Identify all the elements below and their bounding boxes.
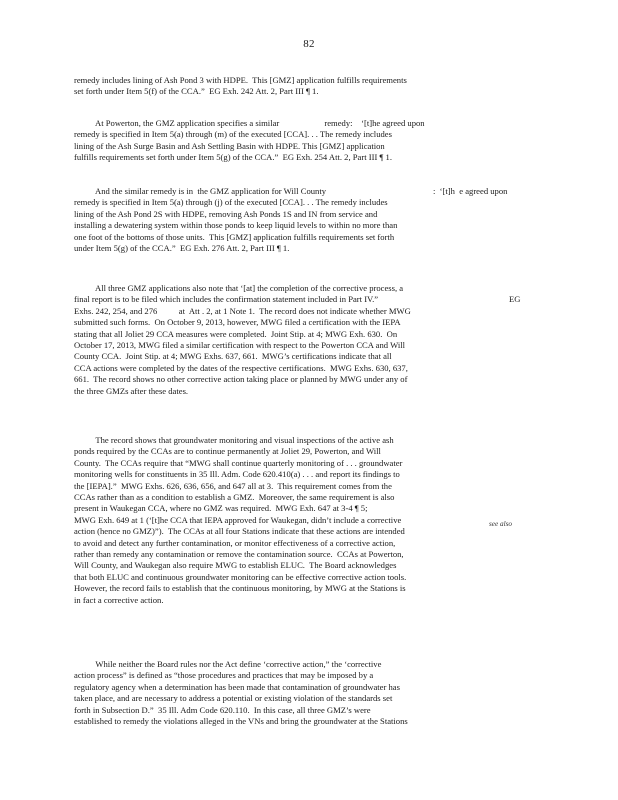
text-line: established to remedy the violations alleged in the VNs and bring the groundwater at the Stations — [74, 716, 408, 727]
right-margin-fragment: : ‘[t]h e agreed upon — [433, 186, 508, 196]
paragraph-2 — [74, 118, 462, 164]
text-line: remedy is specified in Item 5(a) through (m) of the executed [CCA]. . . The remedy includes — [74, 129, 392, 140]
right-margin-fragment: see also — [489, 520, 512, 528]
text-line: action process” is defined as “those procedures and practices that may be imposed by a — [74, 670, 374, 681]
text-line: And the similar remedy is in the GMZ application for Will County — [74, 186, 327, 196]
paragraph-4 — [74, 283, 462, 397]
paragraph-3 — [74, 186, 462, 254]
text-line: stating that all Joliet 29 CCA measures were completed. Joint Stip. at 4; MWG Exh. 630. On — [74, 328, 398, 339]
text-line: the three GMZs after these dates. — [74, 385, 189, 396]
text-line: ponds required by the CCAs are to continue permanently at Joliet 29, Powerton, and Will — [74, 446, 381, 457]
text-line: CCAs rather than as a condition to establish a GMZ. Moreover, the same requirement is also — [74, 492, 395, 503]
text-line: fulfills requirements set forth under Item 5(g) of the CCA.” EG Exh. 254 Att. 2, Part III ¶ 1. — [74, 152, 392, 163]
text-line: that both ELUC and continuous groundwater monitoring can be effective corrective action tools. — [74, 571, 407, 582]
page-number: 82 — [303, 38, 315, 50]
text-line: under Item 5(g) of the CCA.” EG Exh. 276 Att. 2, Part III ¶ 1. — [74, 243, 290, 254]
text-line: action (hence no GMZ)”). The CCAs at all four Stations indicate that these actions are intended — [74, 526, 405, 537]
text-line: present in Waukegan CCA, where no GMZ was required. MWG Exh. 647 at 3-4 ¶ 5; — [74, 503, 368, 514]
paragraph-5 — [74, 435, 462, 606]
text-line: submitted such forms. On October 9, 2013, however, MWG filed a certification with the IEPA — [74, 317, 401, 328]
text-line: regulatory agency when a determination has been made that contamination of groundwater has — [74, 681, 400, 692]
text-line: one foot of the bottoms of those units. This [GMZ] application fulfills requirements set forth — [74, 231, 395, 242]
text-line: The record shows that groundwater monitoring and visual inspections of the active ash — [74, 435, 394, 445]
text-line: CCA actions were completed by the dates of the respective certifications. MWG Exhs. 630, 637, — [74, 362, 408, 373]
text-line: set forth under Item 5(f) of the CCA.” EG Exh. 242 Att. 2, Part III ¶ 1. — [74, 86, 319, 97]
text-line: to avoid and detect any further contamination, or monitor effectiveness of a corrective action, — [74, 537, 396, 548]
text-line: lining of the Ash Pond 2S with HDPE, removing Ash Ponds 1S and IN from service and — [74, 208, 378, 219]
text-line: While neither the Board rules nor the Act define ‘corrective action,” the ‘corrective — [74, 659, 382, 669]
right-margin-fragment: EG — [509, 294, 521, 304]
text-line: the [IEPA].” MWG Exhs. 626, 636, 656, and 647 all at 3. This requirement comes from the — [74, 480, 392, 491]
text-line: All three GMZ applications also note that ‘[at] the completion of the corrective process, a — [74, 283, 404, 293]
text-line: taken place, and are necessary to address a potential or existing violation of the standards set — [74, 693, 393, 704]
text-line: in fact a corrective action. — [74, 594, 164, 605]
text-line: October 17, 2013, MWG filed a similar certification with respect to the Powerton CCA and Will — [74, 340, 405, 351]
text-line: Exhs. 242, 254, and 276 at Att . 2, at 1 Note 1. The record does not indicate whether MWG — [74, 305, 411, 316]
paragraph-1 — [74, 75, 462, 98]
text-line: At Powerton, the GMZ application specifies a similar remedy: ‘[t]he agreed upon — [74, 118, 425, 128]
text-line: lining of the Ash Surge Basin and Ash Settling Basin with HDPE. This [GMZ] application — [74, 140, 385, 151]
text-line: However, the record fails to establish that the continuous monitoring, by MWG at the Stations is — [74, 583, 406, 594]
text-line: 661. The record shows no other corrective action taking place or planned by MWG under any of — [74, 374, 408, 385]
text-line: remedy includes lining of Ash Pond 3 with HDPE. This [GMZ] application fulfills requirements — [74, 75, 407, 85]
text-line: final report is to be filed which includes the confirmation statement included in Part IV.” — [74, 294, 379, 305]
text-line: MWG Exh. 649 at 1 (‘[t]he CCA that IEPA approved for Waukegan, didn’t include a corrective — [74, 514, 402, 525]
paragraph-6 — [74, 659, 462, 727]
text-line: forth in Subsection D.” 35 Ill. Adm Code 620.110. In this case, all three GMZ’s were — [74, 704, 371, 715]
text-line: rather than remedy any contamination or remove the contamination source. CCAs at Powerton, — [74, 549, 404, 560]
text-line: installing a dewatering system within those ponds to keep liquid levels to within no more than — [74, 220, 398, 231]
text-line: remedy is specified in Item 5(a) through (j) of the executed [CCA]. . . The remedy includes — [74, 197, 388, 208]
text-line: Will County, and Waukegan also require MWG to establish ELUC. The Board acknowledges — [74, 560, 397, 571]
text-line: monitoring wells for constituents in 35 Ill. Adm. Code 620.410(a) . . . and report its findings to — [74, 469, 400, 480]
text-line: County. The CCAs require that “MWG shall continue quarterly monitoring of . . . groundwater — [74, 457, 403, 468]
text-line: County CCA. Joint Stip. at 4; MWG Exhs. 637, 661. MWG’s certifications indicate that all — [74, 351, 392, 362]
